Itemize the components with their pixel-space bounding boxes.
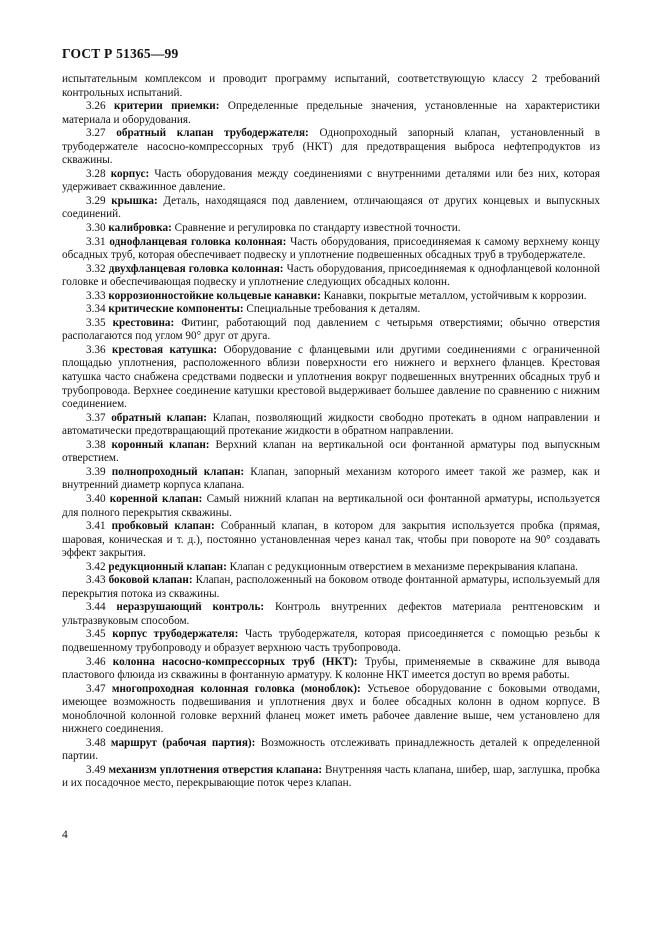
definition-entry [62, 683, 600, 737]
definition-term: однофланцевая головка колонная: [109, 235, 287, 248]
definition-number: 3.46 [86, 655, 106, 668]
definition-text: Однопроходный запорный клапан, установленный в трубодержателе насосно-компрессорных труб (НКТ) для предотвращения выброса нефтепродуктов из скважины. [62, 127, 600, 167]
definition-entry [62, 764, 600, 791]
definition-term: крышка: [111, 194, 158, 207]
definition-number: 3.47 [86, 682, 106, 695]
definition-text: Верхний клапан на вертикальной оси фонтанной арматуры под выпускным отверстием. [62, 438, 601, 465]
definition-entry [62, 520, 600, 561]
definition-term: критические компоненты: [108, 303, 244, 316]
definition-text: Трубы, применяемые в скважине для вывода пластового флюида из скважины в фонтанную арматуру. К колонне НКТ имеется доступ во время работы. [62, 655, 601, 682]
definition-text: Часть оборудования, присоединяемая к самому верхнему концу обсадных труб, которая обеспечивает подвеску и уплотнение подвешенных обсадных труб в трубодержателе. [62, 235, 601, 262]
definition-entry [62, 574, 600, 601]
definition-entry [62, 656, 600, 683]
definition-term: крестовая катушка: [112, 343, 218, 356]
definition-term: обратный клапан: [111, 411, 208, 424]
definition-text: Возможность отслеживать принадлежность деталей к определенной партии. [62, 736, 600, 763]
definition-number: 3.42 [86, 560, 106, 573]
definition-term: корпус трубодержателя: [112, 628, 239, 641]
definition-term: неразрушающий контроль: [116, 601, 265, 614]
definition-entry [62, 236, 600, 263]
definition-number: 3.35 [86, 316, 106, 329]
definition-term: двухфланцевая головка колонная: [108, 262, 284, 275]
definition-number: 3.39 [86, 465, 106, 478]
definition-number: 3.30 [86, 222, 106, 235]
definition-term: пробковый клапан: [111, 520, 215, 533]
definition-text: Специальные требования к деталям. [246, 303, 421, 316]
definition-term: крестовина: [112, 316, 175, 329]
definition-text: Контроль внутренних дефектов материала рентгеновским и ультразвуковым способом. [62, 601, 601, 627]
definition-number: 3.29 [86, 194, 106, 207]
intro-paragraph: испытательным комплексом и проводит программу испытаний, соответствующую классу 2 требований контрольных испытаний. [62, 73, 600, 99]
definition-term: коррозионностойкие кольцевые канавки: [108, 289, 321, 302]
definition-term: критерии приемки: [114, 100, 220, 113]
definition-entry [62, 168, 600, 195]
definition-number: 3.36 [86, 343, 106, 356]
document-header: ГОСТ Р 51365—99 [62, 46, 179, 61]
definition-text: Деталь, находящаяся под давлением, отличающаяся от других концевых и выпускных соединений. [62, 194, 600, 221]
definition-entry [62, 493, 600, 520]
definitions-list [62, 100, 600, 791]
definition-entry [62, 601, 600, 628]
definition-term: полнопроходный клапан: [111, 465, 245, 478]
definition-term: многопроходная колонная головка (моноблок): [111, 682, 361, 695]
definition-number: 3.26 [86, 100, 106, 113]
page-number: 4 [62, 829, 68, 841]
definition-entry [62, 127, 600, 168]
definition-text: Часть трубодержателя, которая присоединяется с помощью резьбы к подвешенному трубопроводу и образует верхнюю часть трубопровода. [62, 628, 601, 654]
definition-entry [62, 737, 600, 764]
definition-text: Устьевое оборудование с боковыми отводами, имеющее возможность подвешивания и уплотнения двух и более обсадных колонн в одном корпусе. В моноблочной колонной головке верхний фланец может иметь рабочее давление выше, чем установлено для нижнего соединения. [62, 682, 600, 736]
definition-entry [62, 222, 600, 236]
definition-entry [62, 290, 600, 304]
definition-number: 3.43 [86, 574, 106, 587]
definition-term: коренной клапан: [109, 492, 203, 505]
definition-term: маршрут (рабочая партия): [110, 736, 256, 749]
definition-entry [62, 439, 600, 466]
definition-entry [62, 303, 600, 317]
definition-text: Собранный клапан, в котором для закрытия используется пробка (прямая, шаровая, коническая и т. д.), постоянно установленная через канал так, чтобы при повороте на 90° создавать эффект закрытия. [62, 520, 601, 560]
definition-text: Внутренняя часть клапана, шибер, шар, заглушка, пробка и их посадочное место, перекрывающие поток через клапан. [62, 763, 601, 790]
definition-text: Канавки, покрытые металлом, устойчивым к коррозии. [323, 289, 587, 302]
definition-number: 3.49 [86, 763, 106, 776]
definition-term: коронный клапан: [111, 438, 210, 451]
definition-entry [62, 412, 600, 439]
definition-entry [62, 466, 600, 493]
definition-text: Сравнение и регулировка по стандарту известной точности. [174, 222, 461, 235]
definition-entry [62, 195, 600, 222]
definition-text: Клапан, запорный механизм которого имеет такой же размер, как и внутренний диаметр корпуса клапана. [62, 465, 600, 492]
definition-text: Самый нижний клапан на вертикальной оси фонтанной арматуры, используется для полного перекрытия скважины. [62, 492, 600, 519]
definition-entry [62, 100, 600, 127]
definition-term: механизм уплотнения отверстия клапана: [108, 763, 323, 776]
definition-term: калибровка: [108, 222, 172, 235]
definition-number: 3.48 [86, 736, 106, 749]
definition-number: 3.45 [86, 628, 106, 641]
definition-entry [62, 317, 600, 344]
definition-number: 3.34 [86, 303, 106, 316]
definition-term: редукционный клапан: [108, 560, 227, 573]
definition-text: Часть оборудования между соединениями с внутренними деталями или без них, которая удерживает скважинное давление. [62, 167, 600, 194]
definition-term: обратный клапан трубодержателя: [116, 127, 309, 140]
definition-number: 3.31 [86, 235, 106, 248]
definition-entry [62, 628, 600, 655]
definition-number: 3.40 [86, 492, 106, 505]
definition-term: боковой клапан: [108, 574, 193, 587]
definition-number: 3.28 [86, 167, 106, 180]
definition-entry [62, 344, 600, 412]
definition-term: корпус: [110, 167, 150, 180]
definition-text: Оборудование с фланцевыми или другими соединениями с ограниченной площадью уплотнения, расположенного вблизи поверхности его нижнего и верхнего фланцев. Крестовая катушка часто снабжена средствами подвески и уплотнения вокруг подвешенных внутренних обсадных труб и трубопровода. Верхнее соединение катушки крестовой выдерживает большее давление по сравнению с нижним соединением. [62, 343, 601, 411]
definition-number: 3.41 [86, 520, 106, 533]
definition-text: Фитинг, работающий под давлением с четырьмя отверстиями; обычно отверстия располагаются под углом 90° друг от друга. [62, 316, 601, 343]
definition-text: Клапан, позволяющий жидкости свободно протекать в одном направлении и автоматически предотвращающий протекание жидкости в обратном направлении. [62, 411, 601, 438]
definition-number: 3.27 [86, 127, 106, 140]
document-body [62, 73, 600, 791]
definition-number: 3.33 [86, 289, 106, 302]
definition-number: 3.44 [86, 601, 106, 614]
definition-text: Определенные предельные значения, установленные на характеристики материала и оборудования. [62, 100, 601, 126]
definition-entry [62, 561, 600, 575]
definition-text: Клапан, расположенный на боковом отводе фонтанной арматуры, используемый для перекрытия потока из скважины. [62, 574, 601, 600]
definition-text: Часть оборудования, присоединяемая к однофланцевой колонной головке и обеспечивающая подвеску и уплотнение следующих обсадных колонн. [62, 262, 601, 289]
definition-term: колонна насосно-компрессорных труб (НКТ): [112, 655, 358, 668]
definition-number: 3.38 [86, 438, 106, 451]
definition-number: 3.37 [86, 411, 106, 424]
definition-entry [62, 263, 600, 290]
definition-number: 3.32 [86, 262, 106, 275]
definition-text: Клапан с редукционным отверстием в механизме перекрывания клапана. [229, 560, 578, 573]
